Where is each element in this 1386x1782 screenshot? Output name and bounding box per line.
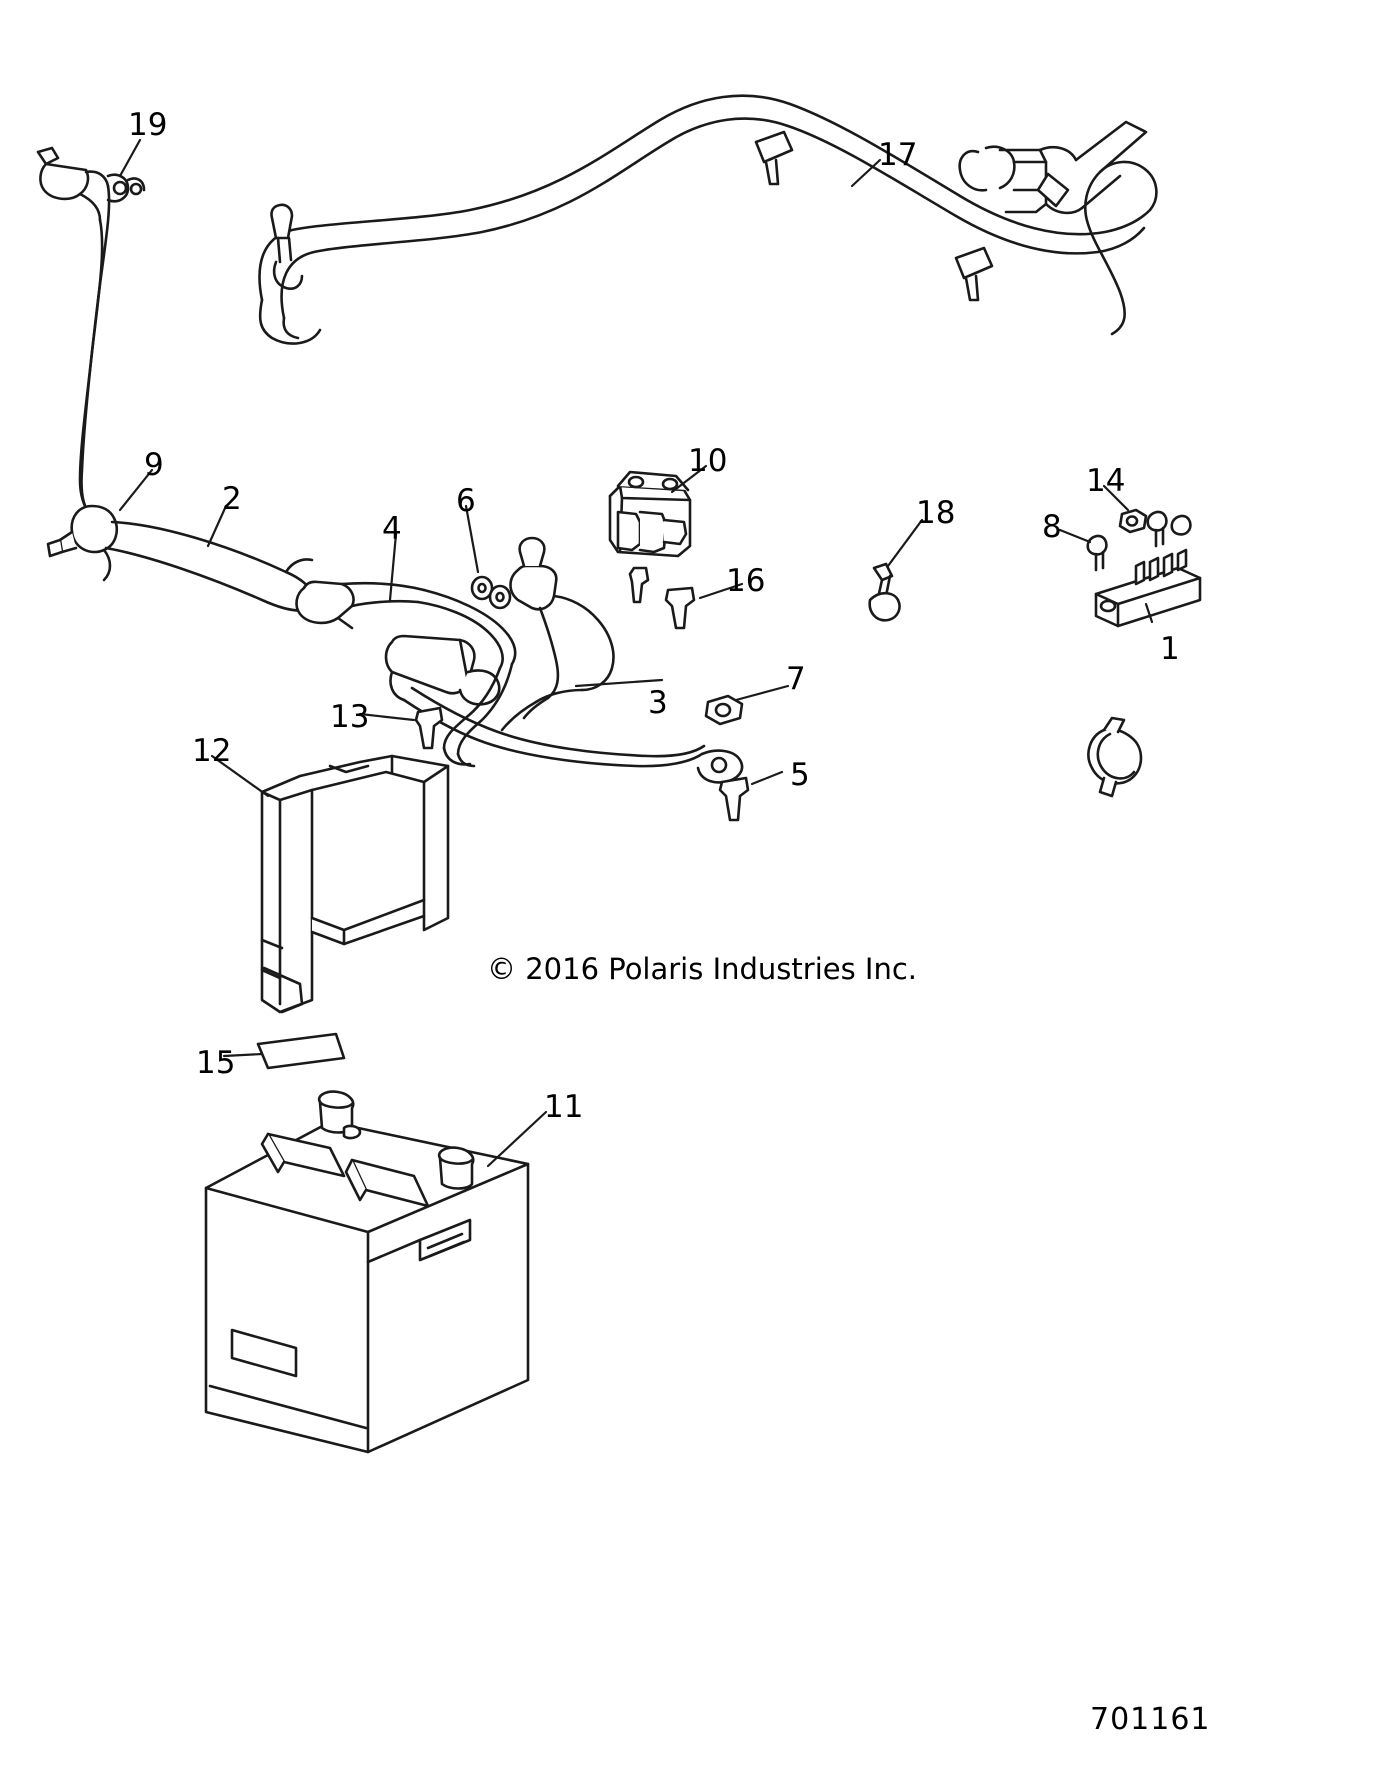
part-19-cable — [38, 148, 144, 520]
callout-6: 6 — [456, 483, 476, 519]
callout-12: 12 — [192, 733, 232, 769]
part-14-hardware — [1120, 510, 1190, 546]
callout-11: 11 — [544, 1089, 584, 1125]
part-9-connector — [48, 506, 117, 580]
callout-1: 1 — [1160, 631, 1180, 667]
part-11-battery — [206, 1092, 528, 1452]
callout-8: 8 — [1042, 509, 1062, 545]
copyright-notice: © 2016 Polaris Industries Inc. — [487, 952, 918, 986]
callout-18: 18 — [916, 495, 956, 531]
callout-10: 10 — [688, 443, 728, 479]
cable-clamp — [1088, 718, 1141, 796]
callout-17: 17 — [878, 137, 918, 173]
callout-16: 16 — [726, 563, 766, 599]
part-8-bolt — [1088, 536, 1107, 570]
callout-19: 19 — [128, 107, 168, 143]
part-1-terminal-block — [1096, 550, 1200, 626]
part-15-pad — [258, 1034, 344, 1068]
callout-4: 4 — [382, 511, 402, 547]
part-18-bolt — [870, 564, 900, 620]
callout-7: 7 — [786, 661, 806, 697]
callout-3: 3 — [648, 685, 668, 721]
callout-2: 2 — [222, 481, 242, 517]
drawing-number: 701161 — [1090, 1702, 1211, 1737]
part-13-pushpin — [416, 708, 442, 748]
part-12-battery-shield — [262, 756, 448, 1012]
callout-15: 15 — [196, 1045, 236, 1081]
leader-lines — [120, 137, 1152, 1166]
part-6-washers — [472, 577, 510, 608]
part-5-pushpin — [720, 778, 748, 820]
callout-13: 13 — [330, 699, 370, 735]
callout-14: 14 — [1086, 463, 1126, 499]
part-2-cable — [106, 522, 312, 611]
part-17-upper-cable — [260, 96, 1157, 344]
part-16-rivet — [666, 588, 694, 628]
callout-9: 9 — [144, 447, 164, 483]
part-10-solenoid — [610, 472, 690, 602]
callout-5: 5 — [790, 757, 810, 793]
